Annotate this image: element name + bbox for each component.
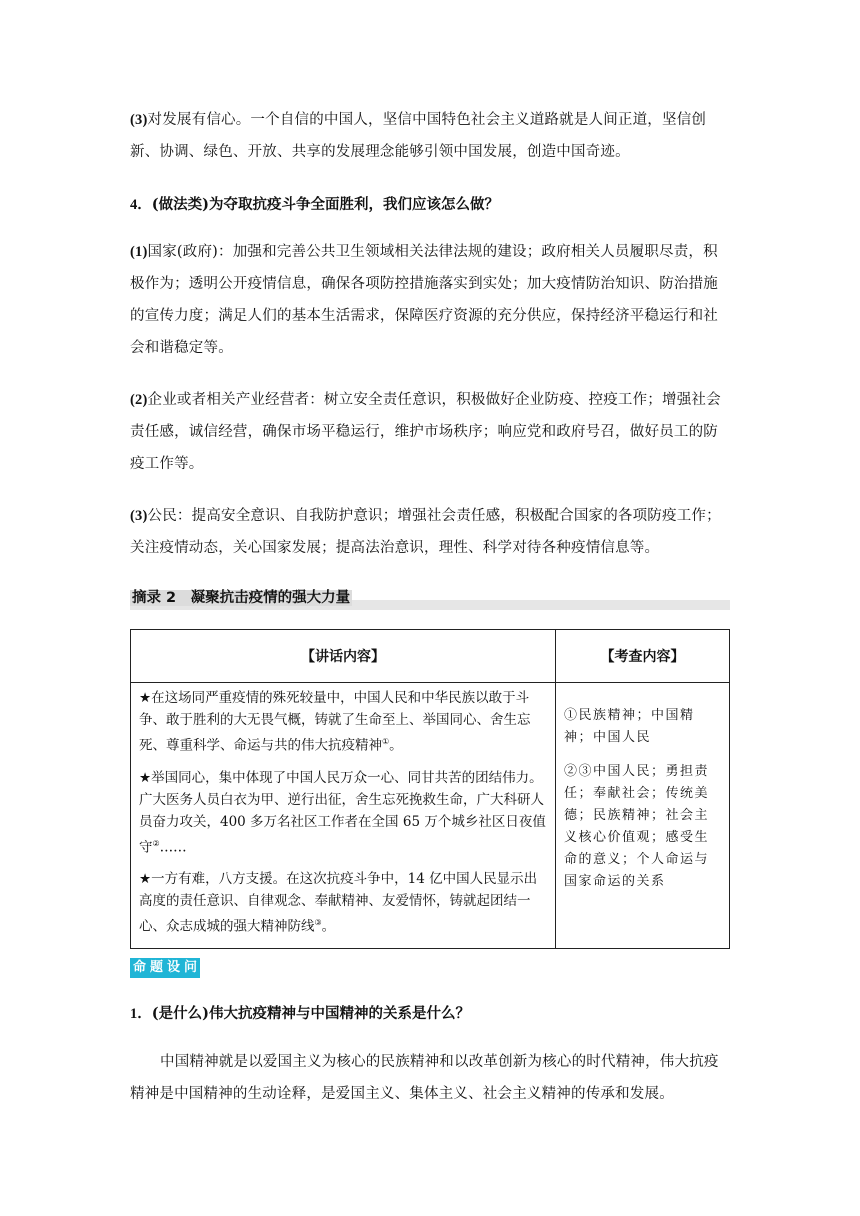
footnote-mark: ③	[314, 918, 322, 927]
header-exam-content: 【考查内容】	[556, 630, 730, 683]
item-number: (3)	[130, 112, 148, 128]
question-number: 4．	[130, 197, 152, 213]
question-1	[130, 1003, 730, 1025]
answer-text: 公民：提高安全意识、自我防护意识；增强社会责任感，积极配合国家的各项防疫工作；关注疫情动态，关心国家发展；提高法治意识，理性、科学对待各种疫情信息等。	[130, 508, 721, 556]
item-number: (3)	[130, 508, 148, 524]
footnote-mark: ②	[152, 838, 160, 848]
exam-item: ②③中国人民；勇担责任；奉献社会；传统美德；民族精神；社会主义核心价值观；感受生命的意义；个人命运与国家命运的关系	[564, 764, 710, 889]
header-speech-content: 【讲话内容】	[131, 630, 556, 683]
speech-cell	[131, 683, 556, 949]
question-4	[130, 194, 730, 216]
table-body-row	[131, 683, 730, 949]
star-icon: ★	[139, 690, 152, 706]
table-header-row	[131, 630, 730, 683]
speech-item: ★在这场同严重疫情的殊死较量中，中国人民和中华民族以敢于斗争、敢于胜利的大无畏气概，铸就了生命至上、举国同心、舍生忘死、尊重科学、命运与共的伟大抗疫精神①。	[139, 690, 531, 754]
answer-text: 国家(政府)：加强和完善公共卫生领域相关法律法规的建设；政府相关人员履职尽责，积极作为；透明公开疫情信息，确保各项防控措施落实到实处；加大疫情防治知识、防治措施的宣传力度；满足人们的基本生活需求，保障医疗资源的充分供应，保持经济平稳运行和社会和谐稳定等。	[130, 244, 718, 356]
paragraph-text: 对发展有信心。一个自信的中国人，坚信中国特色社会主义道路就是人间正道，坚信创新、协调、绿色、开放、共享的发展理念能够引领中国发展，创造中国奇迹。	[130, 112, 707, 160]
question-text: (做法类)为夺取抗疫斗争全面胜利，我们应该怎么做？	[151, 196, 499, 213]
excerpt-table	[130, 629, 730, 949]
section-heading	[130, 588, 730, 610]
footnote-mark: ①	[382, 737, 390, 746]
answer-government	[130, 236, 730, 364]
section-title: 摘录 2 凝聚抗击疫情的强大力量	[132, 590, 351, 606]
item-number: (2)	[130, 392, 148, 408]
item-number: (1)	[130, 244, 148, 260]
proposition-question-tag: 命 题 设 问	[130, 958, 200, 978]
question-text: (是什么)伟大抗疫精神与中国精神的关系是什么？	[151, 1005, 470, 1022]
answer-text: 企业或者相关产业经营者：树立安全责任意识，积极做好企业防疫、控疫工作；增强社会责任感，诚信经营，确保市场平稳运行，维护市场秩序；响应党和政府号召，做好员工的防疫工作等。	[130, 392, 721, 472]
exam-item: ①民族精神；中国精神；中国人民	[564, 708, 695, 745]
question-number: 1．	[130, 1006, 152, 1022]
answer-1	[130, 1046, 730, 1110]
paragraph-development-confidence	[130, 104, 730, 168]
star-icon: ★	[139, 769, 152, 786]
answer-citizen	[130, 500, 730, 564]
exam-cell	[556, 683, 730, 949]
star-icon: ★	[139, 871, 152, 887]
answer-enterprise	[130, 384, 730, 480]
speech-item: ★一方有难，八方支援。在这次抗疫斗争中，14 亿中国人民显示出高度的责任意识、自律观念、奉献精神、友爱情怀，铸就起团结一心、众志成城的强大精神防线③。	[139, 871, 538, 935]
speech-item: ★举国同心，集中体现了中国人民万众一心、同甘共苦的团结伟力。广大医务人员白衣为甲、逆行出征，舍生忘死挽救生命，广大科研人员奋力攻关，400 多万名社区工作者在全国 65 万个城乡社区日夜值守②……	[139, 769, 546, 855]
answer-text: 中国精神就是以爱国主义为核心的民族精神和以改革创新为核心的时代精神，伟大抗疫精神是中国精神的生动诠释，是爱国主义、集体主义、社会主义精神的传承和发展。	[130, 1054, 719, 1102]
